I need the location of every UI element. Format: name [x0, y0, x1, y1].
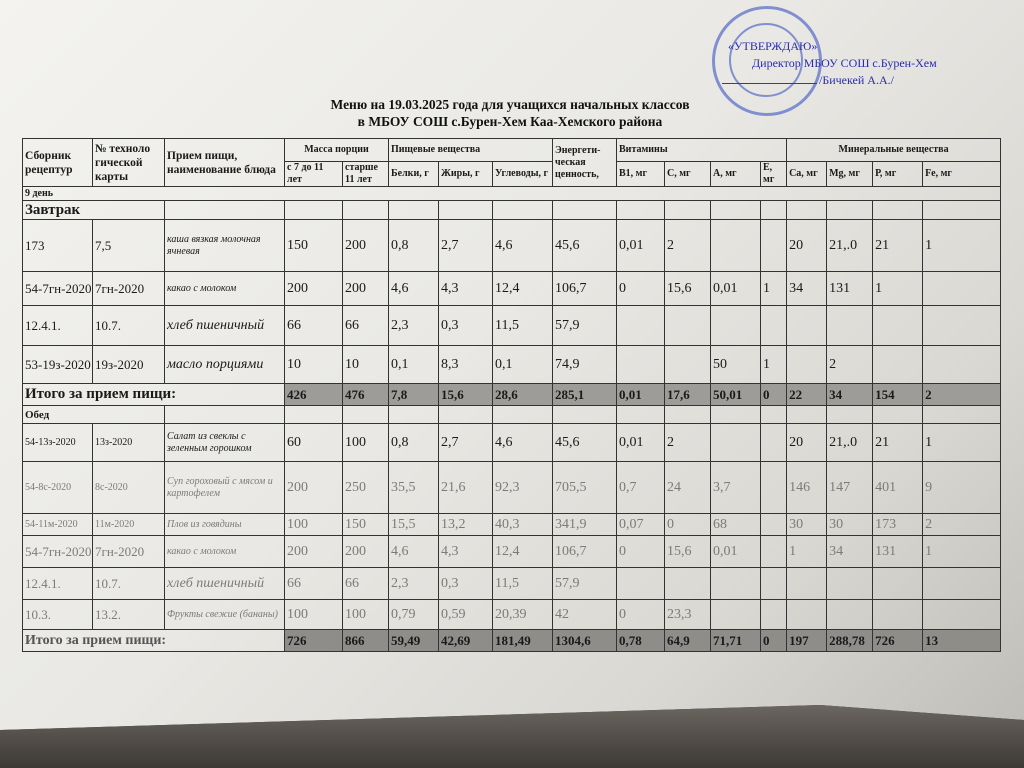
value-cell: 173 [873, 514, 923, 536]
value-cell: 1 [923, 220, 1001, 272]
value-cell [873, 306, 923, 346]
value-cell: 2 [665, 220, 711, 272]
value-cell: 0,8 [389, 220, 439, 272]
value-cell: 68 [711, 514, 761, 536]
value-cell: 100 [343, 600, 389, 630]
value-cell: 34 [827, 536, 873, 568]
value-cell [923, 568, 1001, 600]
value-cell: 2,7 [439, 424, 493, 462]
total-cell: 866 [343, 630, 389, 652]
value-cell: 0 [617, 272, 665, 306]
value-cell [617, 306, 665, 346]
total-cell: 2 [923, 384, 1001, 406]
value-cell: 60 [285, 424, 343, 462]
section-breakfast: Завтрак [23, 201, 165, 220]
header-minerals: Минеральные вещества [787, 139, 1001, 162]
total-cell: 71,71 [711, 630, 761, 652]
total-cell: 1304,6 [553, 630, 617, 652]
value-cell: 10 [343, 346, 389, 384]
recipe-book-cell: 54-7гн-2020 [23, 536, 93, 568]
value-cell: 4,6 [389, 272, 439, 306]
value-cell: 200 [285, 536, 343, 568]
value-cell [761, 536, 787, 568]
value-cell: 0,3 [439, 306, 493, 346]
value-cell: 2,3 [389, 306, 439, 346]
value-cell: 9 [923, 462, 1001, 514]
tech-card-cell: 10.7. [93, 568, 165, 600]
value-cell [923, 306, 1001, 346]
value-cell: 12,4 [493, 272, 553, 306]
value-cell: 21,6 [439, 462, 493, 514]
header-p: Р, мг [873, 162, 923, 187]
table-row [23, 536, 1001, 568]
total-cell: 726 [285, 630, 343, 652]
recipe-book-cell: 10.3. [23, 600, 93, 630]
lunch-total-row [23, 630, 1001, 652]
value-cell [827, 568, 873, 600]
recipe-book-cell: 54-7гн-2020 [23, 272, 93, 306]
header-fe: Fe, мг [923, 162, 1001, 187]
value-cell [787, 600, 827, 630]
dish-name-cell: Плов из говядины [165, 514, 285, 536]
total-cell: 7,8 [389, 384, 439, 406]
total-cell: 64,9 [665, 630, 711, 652]
header-c: С, мг [665, 162, 711, 187]
dish-name-cell: хлеб пшеничный [165, 306, 285, 346]
total-cell: 476 [343, 384, 389, 406]
total-cell: 285,1 [553, 384, 617, 406]
value-cell: 250 [343, 462, 389, 514]
value-cell: 23,3 [665, 600, 711, 630]
value-cell: 0,01 [711, 536, 761, 568]
value-cell [827, 600, 873, 630]
value-cell: 40,3 [493, 514, 553, 536]
value-cell: 21 [873, 220, 923, 272]
dish-name-cell: какао с молоком [165, 536, 285, 568]
value-cell: 15,5 [389, 514, 439, 536]
value-cell: 0,1 [389, 346, 439, 384]
value-cell: 10 [285, 346, 343, 384]
value-cell [923, 346, 1001, 384]
total-cell: 181,49 [493, 630, 553, 652]
value-cell: 200 [285, 272, 343, 306]
header-ca: Са, мг [787, 162, 827, 187]
value-cell: 21 [873, 424, 923, 462]
header-vitamins: Витамины [617, 139, 787, 162]
total-cell: 42,69 [439, 630, 493, 652]
value-cell [665, 306, 711, 346]
tech-card-cell: 10.7. [93, 306, 165, 346]
value-cell [711, 424, 761, 462]
value-cell [923, 272, 1001, 306]
value-cell: 66 [285, 568, 343, 600]
value-cell: 1 [787, 536, 827, 568]
title-line-2: в МБОУ СОШ с.Бурен-Хем Каа-Хемского района [357, 114, 663, 129]
recipe-book-cell: 173 [23, 220, 93, 272]
value-cell: 200 [343, 536, 389, 568]
dish-name-cell: Суп гороховый с мясом и картофелем [165, 462, 285, 514]
recipe-book-cell: 53-19з-2020 [23, 346, 93, 384]
dish-name-cell: Фрукты свежие (бананы) [165, 600, 285, 630]
recipe-book-cell: 12.4.1. [23, 568, 93, 600]
dish-name-cell: какао с молоком [165, 272, 285, 306]
value-cell: 0,3 [439, 568, 493, 600]
dish-name-cell: каша вязкая молочная ячневая [165, 220, 285, 272]
header-portion: Масса порции [285, 139, 389, 162]
value-cell [617, 346, 665, 384]
dish-name-cell: масло порциями [165, 346, 285, 384]
value-cell: 4,3 [439, 272, 493, 306]
total-cell: 13 [923, 630, 1001, 652]
total-cell: 34 [827, 384, 873, 406]
tech-card-cell: 7гн-2020 [93, 536, 165, 568]
table-row [23, 306, 1001, 346]
value-cell: 66 [285, 306, 343, 346]
value-cell: 4,6 [493, 220, 553, 272]
value-cell: 20 [787, 220, 827, 272]
value-cell: 4,6 [493, 424, 553, 462]
value-cell: 30 [827, 514, 873, 536]
value-cell: 34 [787, 272, 827, 306]
total-cell: 426 [285, 384, 343, 406]
value-cell: 15,6 [665, 536, 711, 568]
value-cell [711, 600, 761, 630]
value-cell [711, 220, 761, 272]
value-cell: 146 [787, 462, 827, 514]
dish-name-cell: Салат из свеклы с зеленным горошком [165, 424, 285, 462]
header-age-7-11: с 7 до 11 лет [285, 162, 343, 187]
tech-card-cell: 7гн-2020 [93, 272, 165, 306]
value-cell [711, 306, 761, 346]
title-line-1: Меню на 19.03.2025 года для учащихся начальных классов [330, 97, 690, 112]
value-cell: 0,8 [389, 424, 439, 462]
tech-card-cell: 13з-2020 [93, 424, 165, 462]
value-cell: 3,7 [711, 462, 761, 514]
value-cell: 92,3 [493, 462, 553, 514]
menu-table [22, 138, 1001, 652]
header-b1: В1, мг [617, 162, 665, 187]
total-cell: 50,01 [711, 384, 761, 406]
recipe-book-cell: 54-13з-2020 [23, 424, 93, 462]
value-cell: 11,5 [493, 568, 553, 600]
header-e: Е, мг [761, 162, 787, 187]
value-cell: 200 [343, 220, 389, 272]
value-cell [761, 462, 787, 514]
tech-card-cell: 19з-2020 [93, 346, 165, 384]
value-cell: 0,59 [439, 600, 493, 630]
approval-line-1: «УТВЕРЖДАЮ» [728, 39, 818, 53]
value-cell: 100 [343, 424, 389, 462]
value-cell: 0,1 [493, 346, 553, 384]
value-cell: 150 [343, 514, 389, 536]
value-cell: 1 [761, 346, 787, 384]
value-cell: 106,7 [553, 272, 617, 306]
value-cell: 147 [827, 462, 873, 514]
header-tech-card: № техноло гической карты [93, 139, 165, 187]
value-cell: 66 [343, 306, 389, 346]
value-cell: 57,9 [553, 568, 617, 600]
lunch-rows [23, 424, 1001, 630]
total-cell: 28,6 [493, 384, 553, 406]
value-cell [873, 568, 923, 600]
value-cell [711, 568, 761, 600]
lunch-total-label: Итого за прием пищи: [23, 630, 285, 652]
total-cell: 154 [873, 384, 923, 406]
total-cell: 22 [787, 384, 827, 406]
header-carbs: Углеводы, г [493, 162, 553, 187]
total-cell: 197 [787, 630, 827, 652]
value-cell: 35,5 [389, 462, 439, 514]
value-cell: 131 [873, 536, 923, 568]
value-cell: 0,01 [617, 424, 665, 462]
value-cell: 30 [787, 514, 827, 536]
value-cell: 11,5 [493, 306, 553, 346]
header-nutrients: Пищевые вещества [389, 139, 553, 162]
header-mg: Mg, мг [827, 162, 873, 187]
approval-line-2: Директор МБОУ СОШ с.Бурен-Хем [752, 56, 937, 70]
value-cell [617, 568, 665, 600]
value-cell [787, 306, 827, 346]
total-cell: 0,78 [617, 630, 665, 652]
value-cell: 705,5 [553, 462, 617, 514]
recipe-book-cell: 54-11м-2020 [23, 514, 93, 536]
value-cell: 0 [665, 514, 711, 536]
value-cell: 24 [665, 462, 711, 514]
value-cell: 20,39 [493, 600, 553, 630]
header-recipe-book: Сборник рецептур [23, 139, 93, 187]
value-cell: 8,3 [439, 346, 493, 384]
approval-line-3: /Бичекей А.А./ [819, 73, 894, 87]
header-fat: Жиры, г [439, 162, 493, 187]
total-cell: 0 [761, 384, 787, 406]
table-row [23, 568, 1001, 600]
table-row [23, 462, 1001, 514]
value-cell [873, 346, 923, 384]
value-cell: 66 [343, 568, 389, 600]
value-cell: 0,01 [711, 272, 761, 306]
value-cell: 200 [285, 462, 343, 514]
section-lunch: Обед [23, 406, 165, 424]
header-meal: Прием пищи, наименование блюда [165, 139, 285, 187]
value-cell: 0,79 [389, 600, 439, 630]
value-cell [761, 514, 787, 536]
value-cell: 0,01 [617, 220, 665, 272]
total-cell: 0,01 [617, 384, 665, 406]
value-cell [761, 424, 787, 462]
breakfast-rows [23, 220, 1001, 384]
value-cell: 12,4 [493, 536, 553, 568]
value-cell [761, 220, 787, 272]
total-cell: 288,78 [827, 630, 873, 652]
value-cell: 20 [787, 424, 827, 462]
value-cell: 0 [617, 600, 665, 630]
value-cell: 0,07 [617, 514, 665, 536]
value-cell: 1 [873, 272, 923, 306]
tech-card-cell: 13.2. [93, 600, 165, 630]
table-row [23, 272, 1001, 306]
value-cell: 2 [923, 514, 1001, 536]
breakfast-total-label: Итого за прием пищи: [23, 384, 285, 406]
value-cell: 45,6 [553, 220, 617, 272]
value-cell [665, 568, 711, 600]
total-cell: 17,6 [665, 384, 711, 406]
table-row [23, 346, 1001, 384]
header-energy: Энергети-ческая ценность, [553, 139, 617, 187]
table-row [23, 514, 1001, 536]
header-protein: Белки, г [389, 162, 439, 187]
tech-card-cell: 7,5 [93, 220, 165, 272]
value-cell: 74,9 [553, 346, 617, 384]
header-age-over-11: старше 11 лет [343, 162, 389, 187]
value-cell [787, 568, 827, 600]
total-cell: 59,49 [389, 630, 439, 652]
value-cell [873, 600, 923, 630]
value-cell: 1 [923, 536, 1001, 568]
value-cell: 4,6 [389, 536, 439, 568]
header-a: А, мг [711, 162, 761, 187]
value-cell: 21,.0 [827, 424, 873, 462]
value-cell: 200 [343, 272, 389, 306]
value-cell: 131 [827, 272, 873, 306]
value-cell: 106,7 [553, 536, 617, 568]
breakfast-total-row [23, 384, 1001, 406]
dish-name-cell: хлеб пшеничный [165, 568, 285, 600]
value-cell: 2,3 [389, 568, 439, 600]
value-cell: 15,6 [665, 272, 711, 306]
value-cell: 100 [285, 600, 343, 630]
value-cell: 50 [711, 346, 761, 384]
value-cell [665, 346, 711, 384]
value-cell: 341,9 [553, 514, 617, 536]
value-cell: 2 [665, 424, 711, 462]
total-cell: 15,6 [439, 384, 493, 406]
table-row [23, 220, 1001, 272]
value-cell: 401 [873, 462, 923, 514]
day-label: 9 день [23, 187, 1001, 201]
value-cell: 2,7 [439, 220, 493, 272]
signature-line [722, 83, 817, 84]
value-cell [761, 568, 787, 600]
document-title [250, 96, 770, 130]
tech-card-cell: 8с-2020 [93, 462, 165, 514]
value-cell [923, 600, 1001, 630]
value-cell [827, 306, 873, 346]
value-cell: 100 [285, 514, 343, 536]
value-cell [761, 306, 787, 346]
value-cell: 42 [553, 600, 617, 630]
recipe-book-cell: 12.4.1. [23, 306, 93, 346]
value-cell [787, 346, 827, 384]
value-cell: 1 [923, 424, 1001, 462]
total-cell: 726 [873, 630, 923, 652]
value-cell: 13,2 [439, 514, 493, 536]
value-cell: 21,.0 [827, 220, 873, 272]
approval-block [722, 38, 937, 89]
table-row [23, 600, 1001, 630]
value-cell: 57,9 [553, 306, 617, 346]
value-cell: 0,7 [617, 462, 665, 514]
recipe-book-cell: 54-8с-2020 [23, 462, 93, 514]
value-cell: 0 [617, 536, 665, 568]
value-cell: 1 [761, 272, 787, 306]
total-cell: 0 [761, 630, 787, 652]
value-cell [761, 600, 787, 630]
value-cell: 150 [285, 220, 343, 272]
value-cell: 4,3 [439, 536, 493, 568]
table-row [23, 424, 1001, 462]
value-cell: 45,6 [553, 424, 617, 462]
value-cell: 2 [827, 346, 873, 384]
tech-card-cell: 11м-2020 [93, 514, 165, 536]
